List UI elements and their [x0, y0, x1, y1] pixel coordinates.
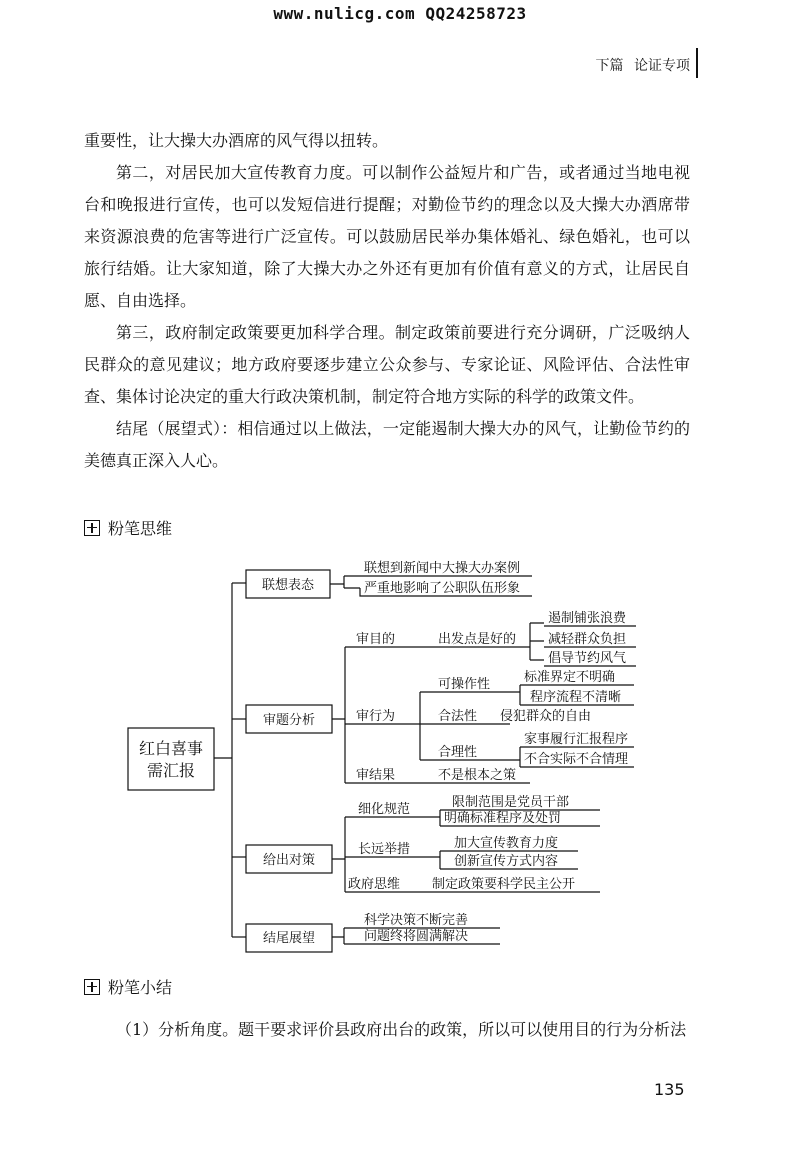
mm-node: 审行为	[356, 709, 396, 724]
mm-leaf: 严重地影响了公职队伍形象	[364, 581, 521, 596]
mm-leaf: 程序流程不清晰	[530, 690, 622, 705]
mm-leaf: 加大宣传教育力度	[454, 836, 559, 851]
mm-leaf: 联想到新闻中大操大办案例	[364, 561, 521, 576]
mm-branch-label: 审题分析	[262, 713, 316, 728]
mm-leaf: 遏制铺张浪费	[548, 611, 627, 626]
section-title: 粉笔思维	[108, 519, 173, 538]
mm-leaf: 家事履行汇报程序	[524, 732, 629, 747]
mm-leaf: 不是根本之策	[438, 768, 517, 783]
mm-node: 政府思维	[348, 877, 401, 892]
paragraph: 第二，对居民加大宣传教育力度。可以制作公益短片和广告，或者通过当地电视台和晚报进行宣传，也可以发短信进行提醒；对勤俭节约的理念以及大操大办酒席带来资源浪费的危害等进行广泛宣传。可以鼓励居民举办集体婚礼、绿色婚礼，也可以旅行结婚。让大家知道，除了大操大办之外还有更加有价值有意义的方式，让居民自愿、自由选择。	[84, 163, 690, 310]
page-number: 135	[654, 1080, 685, 1099]
mm-node: 审目的	[356, 632, 396, 647]
mm-leaf: 制定政策要科学民主公开	[432, 877, 576, 892]
mm-leaf: 明确标准程序及处罚	[444, 811, 562, 826]
mm-node: 审结果	[356, 768, 396, 783]
mm-leaf: 限制范围是党员干部	[452, 795, 570, 810]
mm-node: 合法性	[438, 709, 478, 724]
mm-root-line2: 需汇报	[146, 761, 196, 780]
mm-branch-label: 给出对策	[262, 853, 316, 868]
mm-leaf: 创新宣传方式内容	[454, 854, 559, 869]
mm-node: 出发点是好的	[438, 632, 517, 647]
mm-leaf: 不合实际不合情理	[524, 752, 629, 767]
mm-root-line1: 红白喜事	[138, 739, 204, 758]
chalk-icon	[84, 979, 100, 995]
mm-branch-label: 结尾展望	[262, 931, 316, 946]
mm-node: 细化规范	[358, 802, 411, 817]
mm-leaf: 侵犯群众的自由	[500, 709, 592, 724]
mm-node: 长远举措	[358, 842, 411, 857]
header-section: 论证专项	[634, 58, 690, 74]
mm-leaf: 减轻群众负担	[548, 632, 627, 647]
mm-node: 可操作性	[438, 677, 491, 692]
paragraph: 结尾（展望式）：相信通过以上做法，一定能遏制大操大办的风气，让勤俭节约的美德真正深入人心。	[84, 419, 690, 470]
mm-node: 合理性	[438, 745, 478, 760]
paragraph: 重要性，让大操大办酒席的风气得以扭转。	[84, 131, 389, 150]
mm-leaf: 倡导节约风气	[548, 651, 627, 666]
watermark: www.nulicg.com QQ24258723	[273, 4, 527, 23]
section-title: 粉笔小结	[108, 978, 173, 997]
section-heading-summary	[84, 975, 172, 998]
mm-leaf: 标准界定不明确	[524, 670, 616, 685]
paragraph: （1）分析角度。题干要求评价县政府出台的政策，所以可以使用目的行为分析法	[116, 1020, 687, 1039]
mm-leaf: 问题终将圆满解决	[364, 929, 469, 944]
paragraph: 第三，政府制定政策要更加科学合理。制定政策前要进行充分调研，广泛吸纳人民群众的意见建议；地方政府要逐步建立公众参与、专家论证、风险评估、合法性审查、集体讨论决定的重大行政决策机制，制定符合地方实际的科学的政策文件。	[84, 323, 690, 406]
summary-text	[84, 1014, 690, 1046]
mm-branch-label: 联想表态	[261, 578, 315, 593]
header-part: 下篇	[595, 58, 624, 74]
mm-leaf: 科学决策不断完善	[364, 913, 469, 928]
